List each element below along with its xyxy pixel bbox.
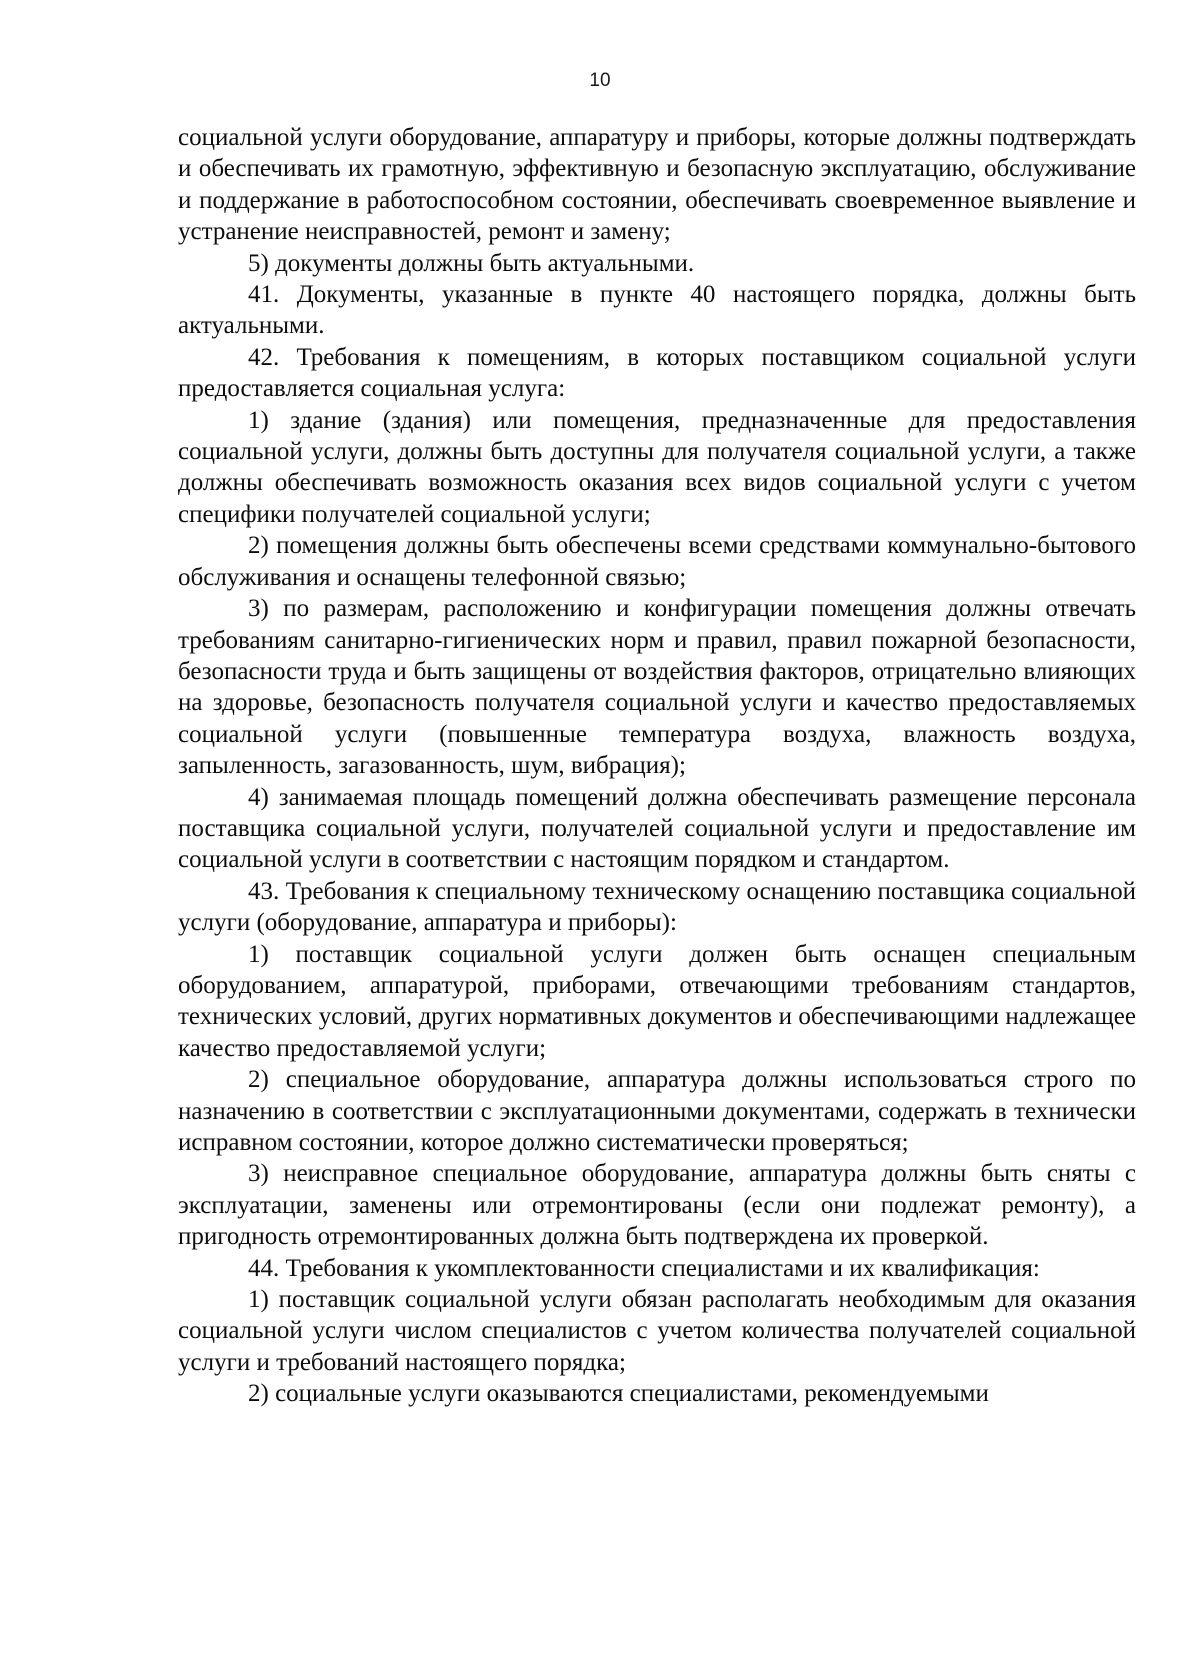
paragraph-43-item-1: 1) поставщик социальной услуги должен быть оснащен специальным оборудованием, аппаратурой, приборами, отвечающими требованиям стандартов, технических условий, других нормативных документов и обеспечивающими надлежащее качество предоставляемой услуги; [178,940,1136,1062]
document-body [178,122,1136,1410]
paragraph-43-item-3: 3) неисправное специальное оборудование, аппаратура должны быть сняты с эксплуатации, заменены или отремонтированы (если они подлежат ремонту), а пригодность отремонтированных должна быть подтверждена их проверкой. [178,1160,1136,1251]
paragraph-41: 41. Документы, указанные в пункте 40 настоящего порядка, должны быть актуальными. [178,281,1136,340]
paragraph-42: 42. Требования к помещениям, в которых поставщиком социальной услуги предоставляется социальная услуга: [178,343,1136,403]
paragraph-item-5: 5) документы должны быть актуальными. [248,249,695,277]
paragraph-44: 44. Требования к укомплектованности специалистами и их квалификация: [248,1254,1040,1282]
paragraph-continuation: социальной услуги оборудование, аппаратуру и приборы, которые должны подтверждать и обеспечивать их грамотную, эффективную и безопасную эксплуатацию, обслуживание и поддержание в работоспособном состоянии, обеспечивать своевременное выявление и устранение неисправностей, ремонт и замену; [178,124,1136,246]
paragraph-44-item-2: 2) социальные услуги оказываются специалистами, рекомендуемыми [248,1380,989,1408]
paragraph-42-item-2: 2) помещения должны быть обеспечены всеми средствами коммунально-бытового обслуживания и оснащены телефонной связью; [178,532,1136,591]
page-number: 10 [589,70,611,91]
paragraph-42-item-1: 1) здание (здания) или помещения, предназначенные для предоставления социальной услуги, должны быть доступны для получателя социальной услуги, а также должны обеспечивать возможность оказания всех видов социальной услуги с учетом специфики получателей социальной услуги; [178,406,1136,528]
paragraph-43-item-2: 2) специальное оборудование, аппаратура должны использоваться строго по назначению в соответствии с эксплуатационными документами, содержать в технически исправном состоянии, которое должно систематически проверяться; [178,1066,1136,1156]
paragraph-42-item-3: 3) по размерам, расположению и конфигурации помещения должны отвечать требованиям санитарно-гигиенических норм и правил, правил пожарной безопасности, безопасности труда и быть защищены от воздействия факторов, отрицательно влияющих на здоровье, безопасность получателя социальной услуги и качество предоставляемых социальной услуги (повышенные температура воздуха, влажность воздуха, запыленность, загазованность, шум, вибрация); [178,595,1136,780]
paragraph-44-item-1: 1) поставщик социальной услуги обязан располагать необходимым для оказания социальной услуги числом специалистов с учетом количества получателей социальной услуги и требований настоящего порядка; [178,1286,1136,1376]
paragraph-43: 43. Требования к специальному техническому оснащению поставщика социальной услуги (оборудование, аппаратура и приборы): [178,877,1136,937]
paragraph-42-item-4: 4) занимаемая площадь помещений должна обеспечивать размещение персонала поставщика социальной услуги, получателей социальной услуги и предоставление им социальной услуги в соответствии с настоящим порядком и стандартом. [178,783,1136,874]
